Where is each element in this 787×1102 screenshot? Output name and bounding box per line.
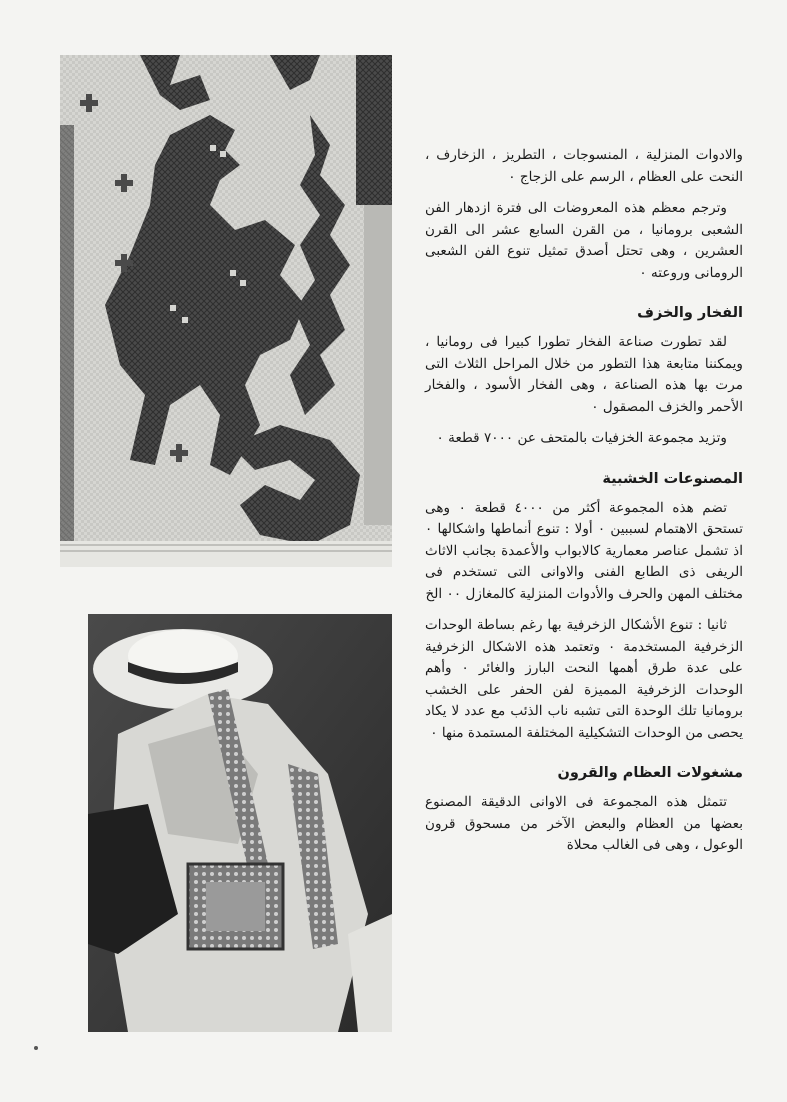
section-heading-woodwork: المصنوعات الخشبية bbox=[602, 470, 743, 487]
scan-speck bbox=[34, 1046, 38, 1050]
section-heading-bone-horn: مشغولات العظام والقرون bbox=[557, 765, 743, 781]
woodwork-paragraph-2: ثانيا : تنوع الأشكال الزخرفية بها رغم بساطة الوحدات الزخرفية المستخدمة ٠ وتعتمد هذه الاشكال الزخرفية على عدة طرق أهمها النحت البارز والغائر ٠ وأهم الوحدات الزخرفية المميزة لفن الحفر على الخشب برومانيا تلك الوحدة التى تشبه ناب الذئب مع عدد لا يكاد يحصى من الوحدات التشكيلية المختلفة المستمدة منها ٠ bbox=[425, 617, 743, 741]
textile-photo bbox=[60, 55, 392, 567]
bone-horn-paragraph: تتمثل هذه المجموعة فى الاوانى الدقيقة المصنوع بعضها من العظام والبعض الآخر من مسحوق قرون الوعول ، وهى فى الغالب محلاة bbox=[425, 794, 743, 853]
woodwork-paragraph-1: تضم هذه المجموعة أكثر من ٤٠٠٠ قطعة ٠ وهى تستحق الاهتمام لسببين ٠ أولا : تنوع أنماطها واشكالها ٠ اذ تشمل عناصر معمارية كالابواب والأعمدة بجانب الاثاث الريفى ذى الطابع الفنى والاوانى التى تستخدم فى مختلف المهن والحرف والأدوات المنزلية كالمغازل ٠٠ الخ bbox=[425, 499, 743, 602]
ceramics-count-paragraph: وتزيد مجموعة الخزفيات بالمتحف عن ٧٠٠٠ قطعة ٠ bbox=[436, 430, 727, 446]
exhibits-paragraph: وترجم معظم هذه المعروضات الى فترة ازدهار الفن الشعبى برومانيا ، من القرن السابع عشر الى القرن العشرين ، وهى تحتل أصدق تمثيل تنوع الفن الشعبى الرومانى وروعته ٠ bbox=[425, 200, 743, 281]
photo-separator bbox=[88, 592, 392, 600]
section-heading-pottery: الفخار والخزف bbox=[637, 305, 743, 321]
intro-paragraph: والادوات المنزلية ، المنسوجات ، التطريز ، الزخارف ، النحت على العظام ، الرسم على الزجاج ٠ bbox=[425, 147, 743, 185]
article-text-column bbox=[425, 145, 743, 867]
pottery-paragraph: لقد تطورت صناعة الفخار تطورا كبيرا فى رومانيا ، ويمكننا متابعة هذا التطور من خلال المراحل الثلاث التى مرت بها هذه الصناعة ، وهى الفخار الأسود ، والفخار الأحمر والخزف المصقول ٠ bbox=[425, 334, 743, 415]
garment-photo bbox=[88, 614, 392, 1032]
